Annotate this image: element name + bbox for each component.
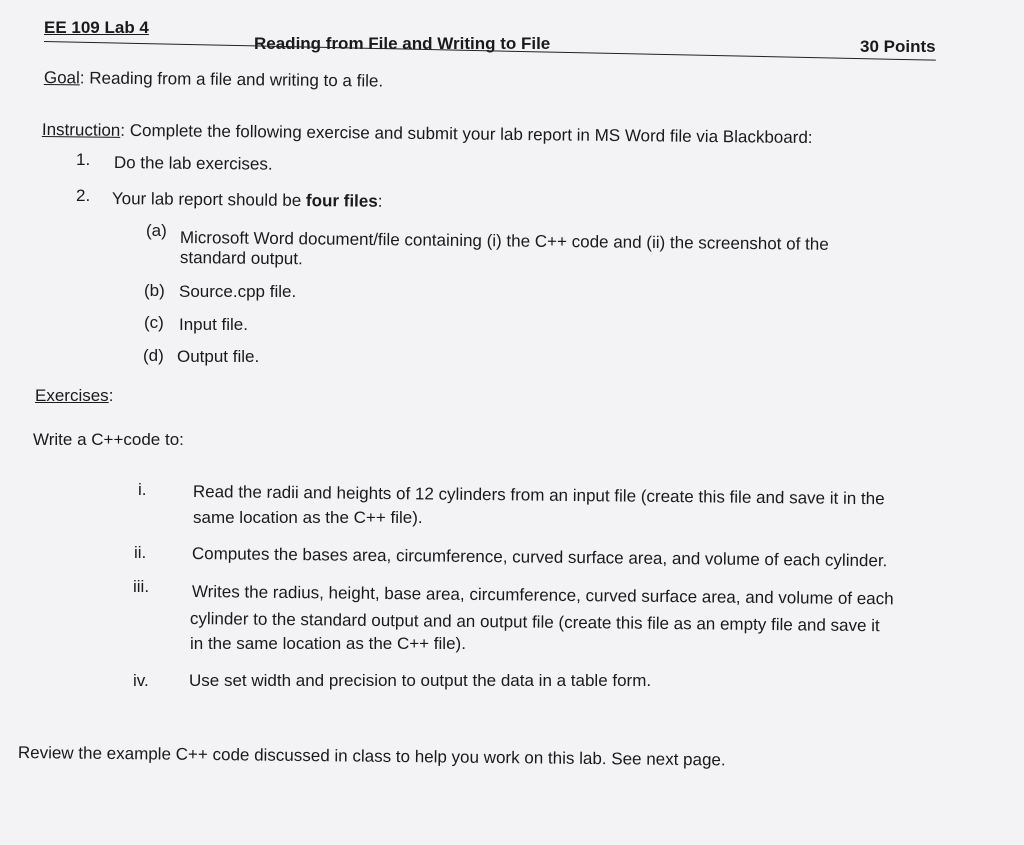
sub-item-label: (a) xyxy=(146,221,167,240)
exercise-item-number: ii. xyxy=(134,543,147,562)
exercises-colon: : xyxy=(108,386,114,405)
exercises-intro: Write a C++code to: xyxy=(33,430,184,449)
instruction-item-text-post: : xyxy=(377,191,383,211)
sub-item-label: (c) xyxy=(144,313,164,332)
points-label: 30 Points xyxy=(860,37,936,56)
instruction-item-number: 1. xyxy=(76,150,91,169)
sub-item-text: Source.cpp file. xyxy=(179,282,297,301)
goal-label: Goal xyxy=(43,68,80,88)
instruction-item-text-bold: four files xyxy=(305,191,378,211)
instruction-text: : Complete the following exercise and submit your lab report in MS Word file via Blackboard: xyxy=(120,120,813,148)
review-note: Review the example C++ code discussed in class to help you work on this lab. See next page. xyxy=(17,743,726,770)
exercise-item-text: Computes the bases area, circumference, curved surface area, and volume of each cylinder. xyxy=(191,544,888,571)
instruction-item-text: Do the lab exercises. xyxy=(113,153,273,174)
sub-item-text-continued: standard output. xyxy=(179,248,303,269)
exercise-item-text: Use set width and precision to output the data in a table form. xyxy=(189,671,652,690)
exercise-item-number: iv. xyxy=(133,671,149,690)
exercise-item-number: i. xyxy=(138,480,147,499)
sub-item-label: (b) xyxy=(144,281,165,300)
exercise-item-text: Writes the radius, height, base area, circumference, curved surface area, and volume of each xyxy=(191,582,894,609)
instruction-label: Instruction xyxy=(41,120,121,140)
exercise-item-text-continued: same location as the C++ file). xyxy=(193,508,423,527)
sub-item-text: Microsoft Word document/file containing (i) the C++ code and (ii) the screenshot of the xyxy=(179,228,829,254)
instruction-line xyxy=(42,120,813,148)
instruction-item-number: 2. xyxy=(76,186,91,205)
lab-title: Reading from File and Writing to File xyxy=(254,34,551,53)
sub-item-text: Input file. xyxy=(179,315,248,334)
goal-line xyxy=(44,68,383,92)
exercise-item-text-continued: cylinder to the standard output and an output file (create this file as an empty file and save it xyxy=(189,609,880,636)
sub-item-label: (d) xyxy=(143,346,164,365)
sub-item-text: Output file. xyxy=(177,347,260,366)
exercises-label: Exercises xyxy=(35,386,109,405)
exercises-heading xyxy=(35,386,113,406)
instruction-item-text-pre: Your lab report should be xyxy=(111,189,307,211)
course-title: EE 109 Lab 4 xyxy=(44,18,149,37)
goal-text: : Reading from a file and writing to a file. xyxy=(79,68,384,91)
exercise-item-text-continued: in the same location as the C++ file). xyxy=(190,634,466,653)
exercise-item-number: iii. xyxy=(133,577,150,596)
instruction-item-text xyxy=(112,189,383,212)
exercise-item-text: Read the radii and heights of 12 cylinders from an input file (create this file and save it in the xyxy=(192,482,885,509)
